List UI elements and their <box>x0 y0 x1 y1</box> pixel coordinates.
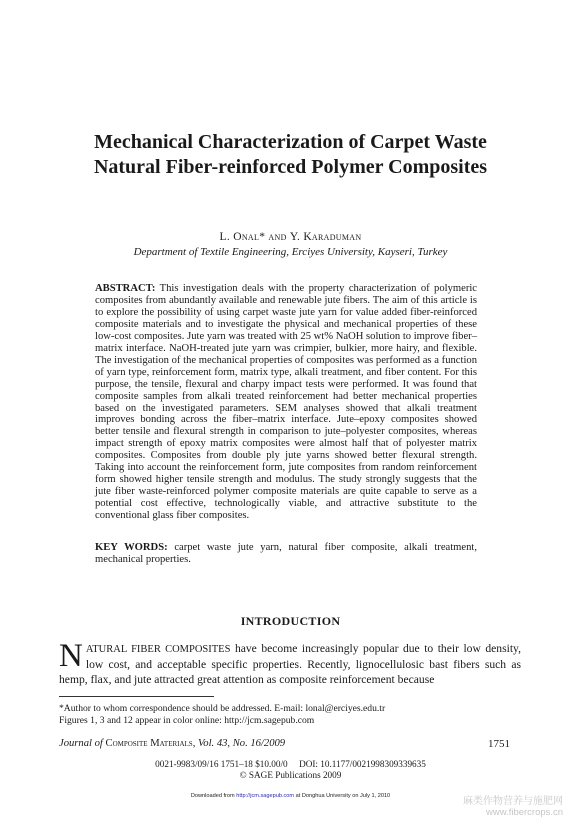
download-link[interactable]: http://jcm.sagepub.com <box>236 793 295 799</box>
author-1-name: Onal <box>233 231 260 243</box>
footnote-rule <box>59 696 214 697</box>
journal-citation <box>59 738 285 749</box>
issn-doi-line: 0021-9983/09/16 1751–18 $10.00/0 DOI: 10.1177/0021998309339635 <box>155 759 426 769</box>
page-number: 1751 <box>488 738 510 750</box>
introduction-paragraph <box>59 638 521 687</box>
intro-text: have become increasingly popular due to their low density, low cost, and acceptable specific properties. Recently, lignocellulosic bast fibers such as hemp, flax, and jute attracted great attention as composite reinforcement because <box>59 642 521 686</box>
download-suffix: at Donghua University on July 1, 2010 <box>294 793 391 799</box>
journal-name: Composite Materials, <box>105 738 196 749</box>
keywords-label: KEY WORDS: <box>95 542 168 553</box>
author-2-initial: Y. <box>289 231 304 243</box>
section-heading-introduction: INTRODUCTION <box>240 614 341 628</box>
watermark-chinese: 麻类作物营养与施肥网 <box>463 796 563 807</box>
download-notice <box>60 793 521 799</box>
abstract <box>95 283 477 522</box>
keywords-text: carpet waste jute yarn, natural fiber composite, alkali treatment, mechanical properties. <box>95 542 477 565</box>
drop-cap: N <box>59 638 83 674</box>
copyright-line: © SAGE Publications 2009 <box>239 770 342 780</box>
author-2-name: Karaduman <box>303 231 362 243</box>
affiliation: Department of Textile Engineering, Erciyes University, Kayseri, Turkey <box>133 246 448 258</box>
author-1-initial: L. <box>219 231 234 243</box>
author-line <box>60 231 521 243</box>
keywords <box>95 542 477 566</box>
watermark-url: www.fibercrops.cn <box>486 807 564 818</box>
download-prefix: Downloaded from <box>190 793 237 799</box>
author-joiner: and <box>265 231 290 243</box>
journal-issue: Vol. 43, No. 16/2009 <box>195 738 286 749</box>
abstract-label: ABSTRACT: <box>95 283 156 294</box>
abstract-text: This investigation deals with the property characterization of polymeric composites from abundantly available and renewable jute fibers. The aim of this article is to explore the possibility of using carpet waste jute yarn for value added fiber-reinforced composite materials and to investigate the physical and mechanical properties of these low-cost composites. Jute yarn was treated with 25 wt% NaOH solution to improve fiber–matrix interface. NaOH-treated jute yarn was crimpier, bulkier, more hairy, and flexible. The investigation of the mechanical properties of composites was performed as a function of yarn type, reinforcement form, matrix type, alkali treatment, and fiber content. For this purpose, the tensile, flexural and charpy impact tests were performed. It was found that composite samples from alkali treated reinforcement had better mechanical properties based on the investigated parameters. SEM analyses showed that alkali treatment improves bonding across the fiber–matrix interface. Jute–epoxy composites showed better tensile and flexural strength in comparison to jute–polyester composites, whereas impact strength of epoxy matrix composites were almost half that of polyester matrix composites. Composites from double ply jute yarns showed better flexural strength. Taking into account the reinforcement form, jute composites from random reinforcement form showed higher tensile strength and modulus. The study strongly suggests that the jute fiber waste-reinforced polymer composite materials are quite capable to serve as a potential cost effective, technologically viable, and attractive substitute to the conventional glass fiber composites. <box>95 283 477 522</box>
footnotes <box>59 703 521 727</box>
footnote-figures: Figures 1, 3 and 12 appear in color online: http://jcm.sagepub.com <box>59 715 315 726</box>
intro-lead-smallcaps: ATURAL FIBER COMPOSITES <box>85 644 231 655</box>
publication-info <box>60 759 521 781</box>
footnote-correspondence: *Author to whom correspondence should be addressed. E-mail: lonal@erciyes.edu.tr <box>59 703 386 714</box>
journal-prefix: Journal of <box>59 738 106 749</box>
corresponding-mark: * <box>259 231 266 243</box>
article-title: Mechanical Characterization of Carpet Waste Natural Fiber-reinforced Polymer Composites <box>93 131 488 178</box>
